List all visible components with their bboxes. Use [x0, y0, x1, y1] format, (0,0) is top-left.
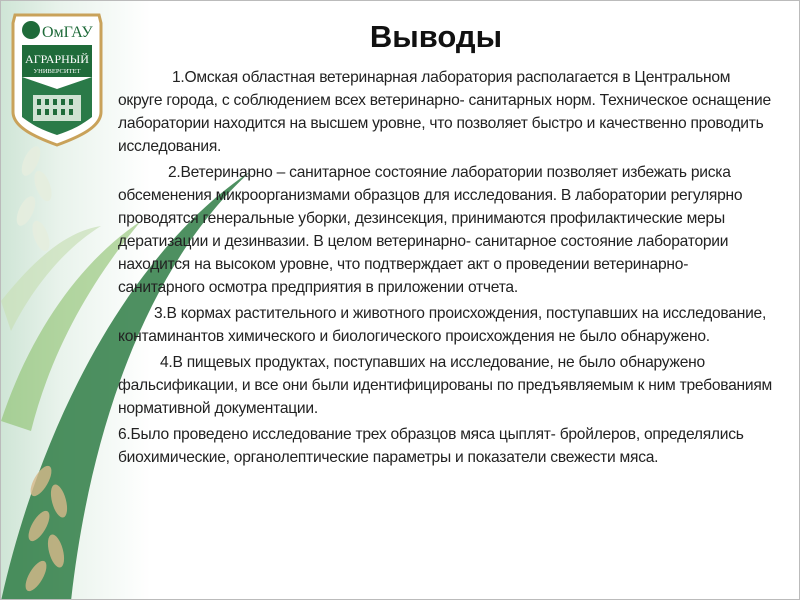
- slide-title: Выводы: [369, 19, 503, 54]
- conclusions-text: [118, 66, 778, 469]
- conclusion-4: 4.В пищевых продуктах, поступавших на исследование, не было обнаружено фальсификации, и все они были идентифицированы по предъявляемым к ним требованиям нормативной документации.: [118, 354, 773, 417]
- svg-text:ОмГАУ: ОмГАУ: [42, 24, 93, 41]
- conclusion-3: 3.В кормах растительного и животного происхождения, поступавших на исследование, контаминантов химического и биологического происхождения не было обнаружено.: [118, 305, 767, 345]
- conclusion-2: 2.Ветеринарно – санитарное состояние лаборатории позволяет избежать риска обсеменения микроорганизмами образцов для исследования. В лаборатории регулярно проводятся генеральные уборки, дезинсекция, принимаются профилактические меры дератизации и дезинвазии. В целом ветеринарно- санитарное состояние лаборатории находится на высоком уровне, что подтверждает акт о проведении ветеринарно- санитарного осмотра предприятия в приложении отчета.: [118, 164, 743, 296]
- svg-text:АГРАРНЫЙ: АГРАРНЫЙ: [25, 52, 89, 66]
- conclusion-1: 1.Омская областная ветеринарная лаборатория располагается в Центральном округе города, с соблюдением всех ветеринарно- санитарных норм. Техническое оснащение лаборатории находится на высшем уровне, что позволяет быстро и качественно проводить исследования.: [118, 69, 771, 155]
- svg-text:УНИВЕРСИТЕТ: УНИВЕРСИТЕТ: [33, 68, 81, 75]
- conclusion-6: 6.Было проведено исследование трех образцов мяса цыплят- бройлеров, определялись биохимические, органолептические параметры и показатели свежести мяса.: [118, 426, 744, 466]
